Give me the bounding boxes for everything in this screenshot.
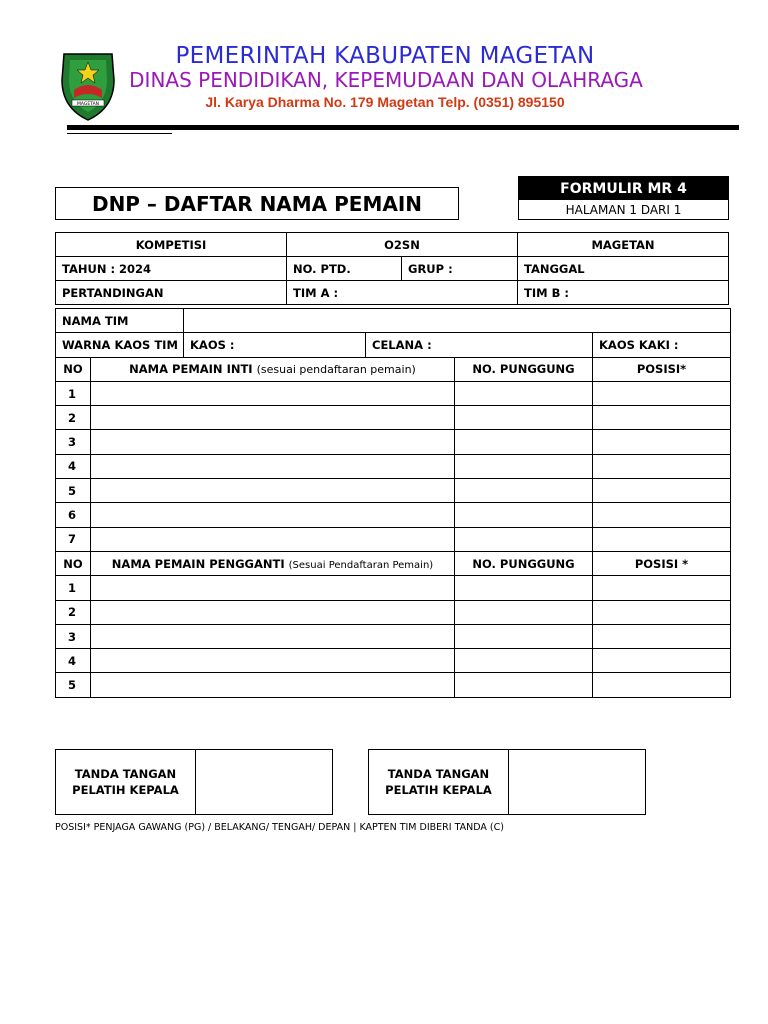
table-row: 3 — [56, 430, 731, 454]
shirt-number-cell[interactable] — [455, 454, 593, 478]
header-divider — [67, 125, 739, 130]
inti-punggung-header: NO. PUNGGUNG — [455, 357, 593, 381]
shirt-number-cell[interactable] — [455, 381, 593, 405]
position-cell[interactable] — [593, 624, 731, 648]
signature-box-right — [368, 749, 646, 815]
form-code-box — [518, 176, 729, 220]
tim-b-field[interactable]: TIM B : — [518, 281, 729, 305]
player-name-cell[interactable] — [91, 454, 455, 478]
signature-label-right: TANDA TANGAN PELATIH KEPALA — [369, 750, 509, 814]
table-row: 4 — [56, 454, 731, 478]
inti-nama-header: NAMA PEMAIN INTI (sesuai pendaftaran pemain) — [91, 357, 455, 381]
player-name-cell[interactable] — [91, 381, 455, 405]
position-cell[interactable] — [593, 600, 731, 624]
inti-no-header: NO — [56, 357, 91, 381]
table-row: 5 — [56, 479, 731, 503]
shirt-number-cell[interactable] — [455, 406, 593, 430]
position-cell[interactable] — [593, 406, 731, 430]
header-department: DINAS PENDIDIKAN, KEPEMUDAAN DAN OLAHRAGA — [129, 68, 643, 92]
inti-header-row — [56, 357, 731, 381]
pengganti-nama-header: NAMA PEMAIN PENGGANTI (Sesuai Pendaftaran Pemain) — [91, 551, 455, 575]
player-name-cell[interactable] — [91, 624, 455, 648]
header-address: Jl. Karya Dharma No. 179 Magetan Telp. (0351) 895150 — [205, 94, 565, 110]
table-row: 1 — [56, 576, 731, 600]
signature-box-left — [55, 749, 333, 815]
table-row: 2 — [56, 406, 731, 430]
table-row: 4 — [56, 649, 731, 673]
table-row: 2 — [56, 600, 731, 624]
position-cell[interactable] — [593, 479, 731, 503]
player-name-cell[interactable] — [91, 673, 455, 697]
kompetisi-label: KOMPETISI — [56, 233, 287, 257]
grup-field[interactable]: GRUP : — [402, 257, 518, 281]
player-list-table — [55, 308, 731, 698]
warna-kaos-tim-label: WARNA KAOS TIM — [56, 333, 184, 357]
magetan-label: MAGETAN — [518, 233, 729, 257]
table-row: 1 — [56, 381, 731, 405]
shirt-number-cell[interactable] — [455, 503, 593, 527]
o2sn-label: O2SN — [287, 233, 518, 257]
position-cell[interactable] — [593, 381, 731, 405]
kaos-kaki-field[interactable]: KAOS KAKI : — [593, 333, 731, 357]
table-row: 5 — [56, 673, 731, 697]
form-code: FORMULIR MR 4 — [519, 177, 728, 200]
pengganti-punggung-header: NO. PUNGGUNG — [455, 551, 593, 575]
shirt-number-cell[interactable] — [455, 649, 593, 673]
position-cell[interactable] — [593, 454, 731, 478]
shirt-number-cell[interactable] — [455, 673, 593, 697]
shirt-number-cell[interactable] — [455, 479, 593, 503]
shirt-number-cell[interactable] — [455, 576, 593, 600]
position-cell[interactable] — [593, 649, 731, 673]
player-name-cell[interactable] — [91, 479, 455, 503]
document-title: DNP – DAFTAR NAMA PEMAIN — [55, 187, 459, 220]
pengganti-header-row — [56, 551, 731, 575]
kaos-field[interactable]: KAOS : — [184, 333, 366, 357]
player-name-cell[interactable] — [91, 430, 455, 454]
tanggal-field[interactable]: TANGGAL — [518, 257, 729, 281]
shirt-number-cell[interactable] — [455, 600, 593, 624]
nama-tim-input[interactable] — [184, 309, 731, 333]
tahun-field[interactable]: TAHUN : 2024 — [56, 257, 287, 281]
pengganti-posisi-header: POSISI * — [593, 551, 731, 575]
signature-label-left: TANDA TANGAN PELATIH KEPALA — [56, 750, 196, 814]
tim-a-field[interactable]: TIM A : — [287, 281, 518, 305]
header-divider-thin — [67, 133, 172, 134]
position-cell[interactable] — [593, 576, 731, 600]
table-row: 3 — [56, 624, 731, 648]
position-cell[interactable] — [593, 430, 731, 454]
shirt-number-cell[interactable] — [455, 624, 593, 648]
signature-area-right[interactable] — [509, 750, 645, 814]
header-government: PEMERINTAH KABUPATEN MAGETAN — [175, 43, 595, 69]
player-name-cell[interactable] — [91, 576, 455, 600]
position-footnote: POSISI* PENJAGA GAWANG (PG) / BELAKANG/ TENGAH/ DEPAN | KAPTEN TIM DIBERI TANDA (C) — [55, 822, 504, 833]
table-row: 6 — [56, 503, 731, 527]
competition-info-table — [55, 232, 729, 305]
form-page: HALAMAN 1 DARI 1 — [565, 203, 682, 217]
no-ptd-field[interactable]: NO. PTD. — [287, 257, 402, 281]
player-name-cell[interactable] — [91, 600, 455, 624]
player-name-cell[interactable] — [91, 527, 455, 551]
position-cell[interactable] — [593, 673, 731, 697]
pertandingan-field[interactable]: PERTANDINGAN — [56, 281, 287, 305]
celana-field[interactable]: CELANA : — [366, 333, 593, 357]
signature-area-left[interactable] — [196, 750, 332, 814]
position-cell[interactable] — [593, 527, 731, 551]
position-cell[interactable] — [593, 503, 731, 527]
inti-posisi-header: POSISI* — [593, 357, 731, 381]
player-name-cell[interactable] — [91, 503, 455, 527]
shirt-number-cell[interactable] — [455, 527, 593, 551]
table-row: 7 — [56, 527, 731, 551]
player-name-cell[interactable] — [91, 649, 455, 673]
shirt-number-cell[interactable] — [455, 430, 593, 454]
pengganti-no-header: NO — [56, 551, 91, 575]
player-name-cell[interactable] — [91, 406, 455, 430]
nama-tim-label: NAMA TIM — [56, 309, 184, 333]
logo-text: MAGETAN — [76, 102, 100, 107]
